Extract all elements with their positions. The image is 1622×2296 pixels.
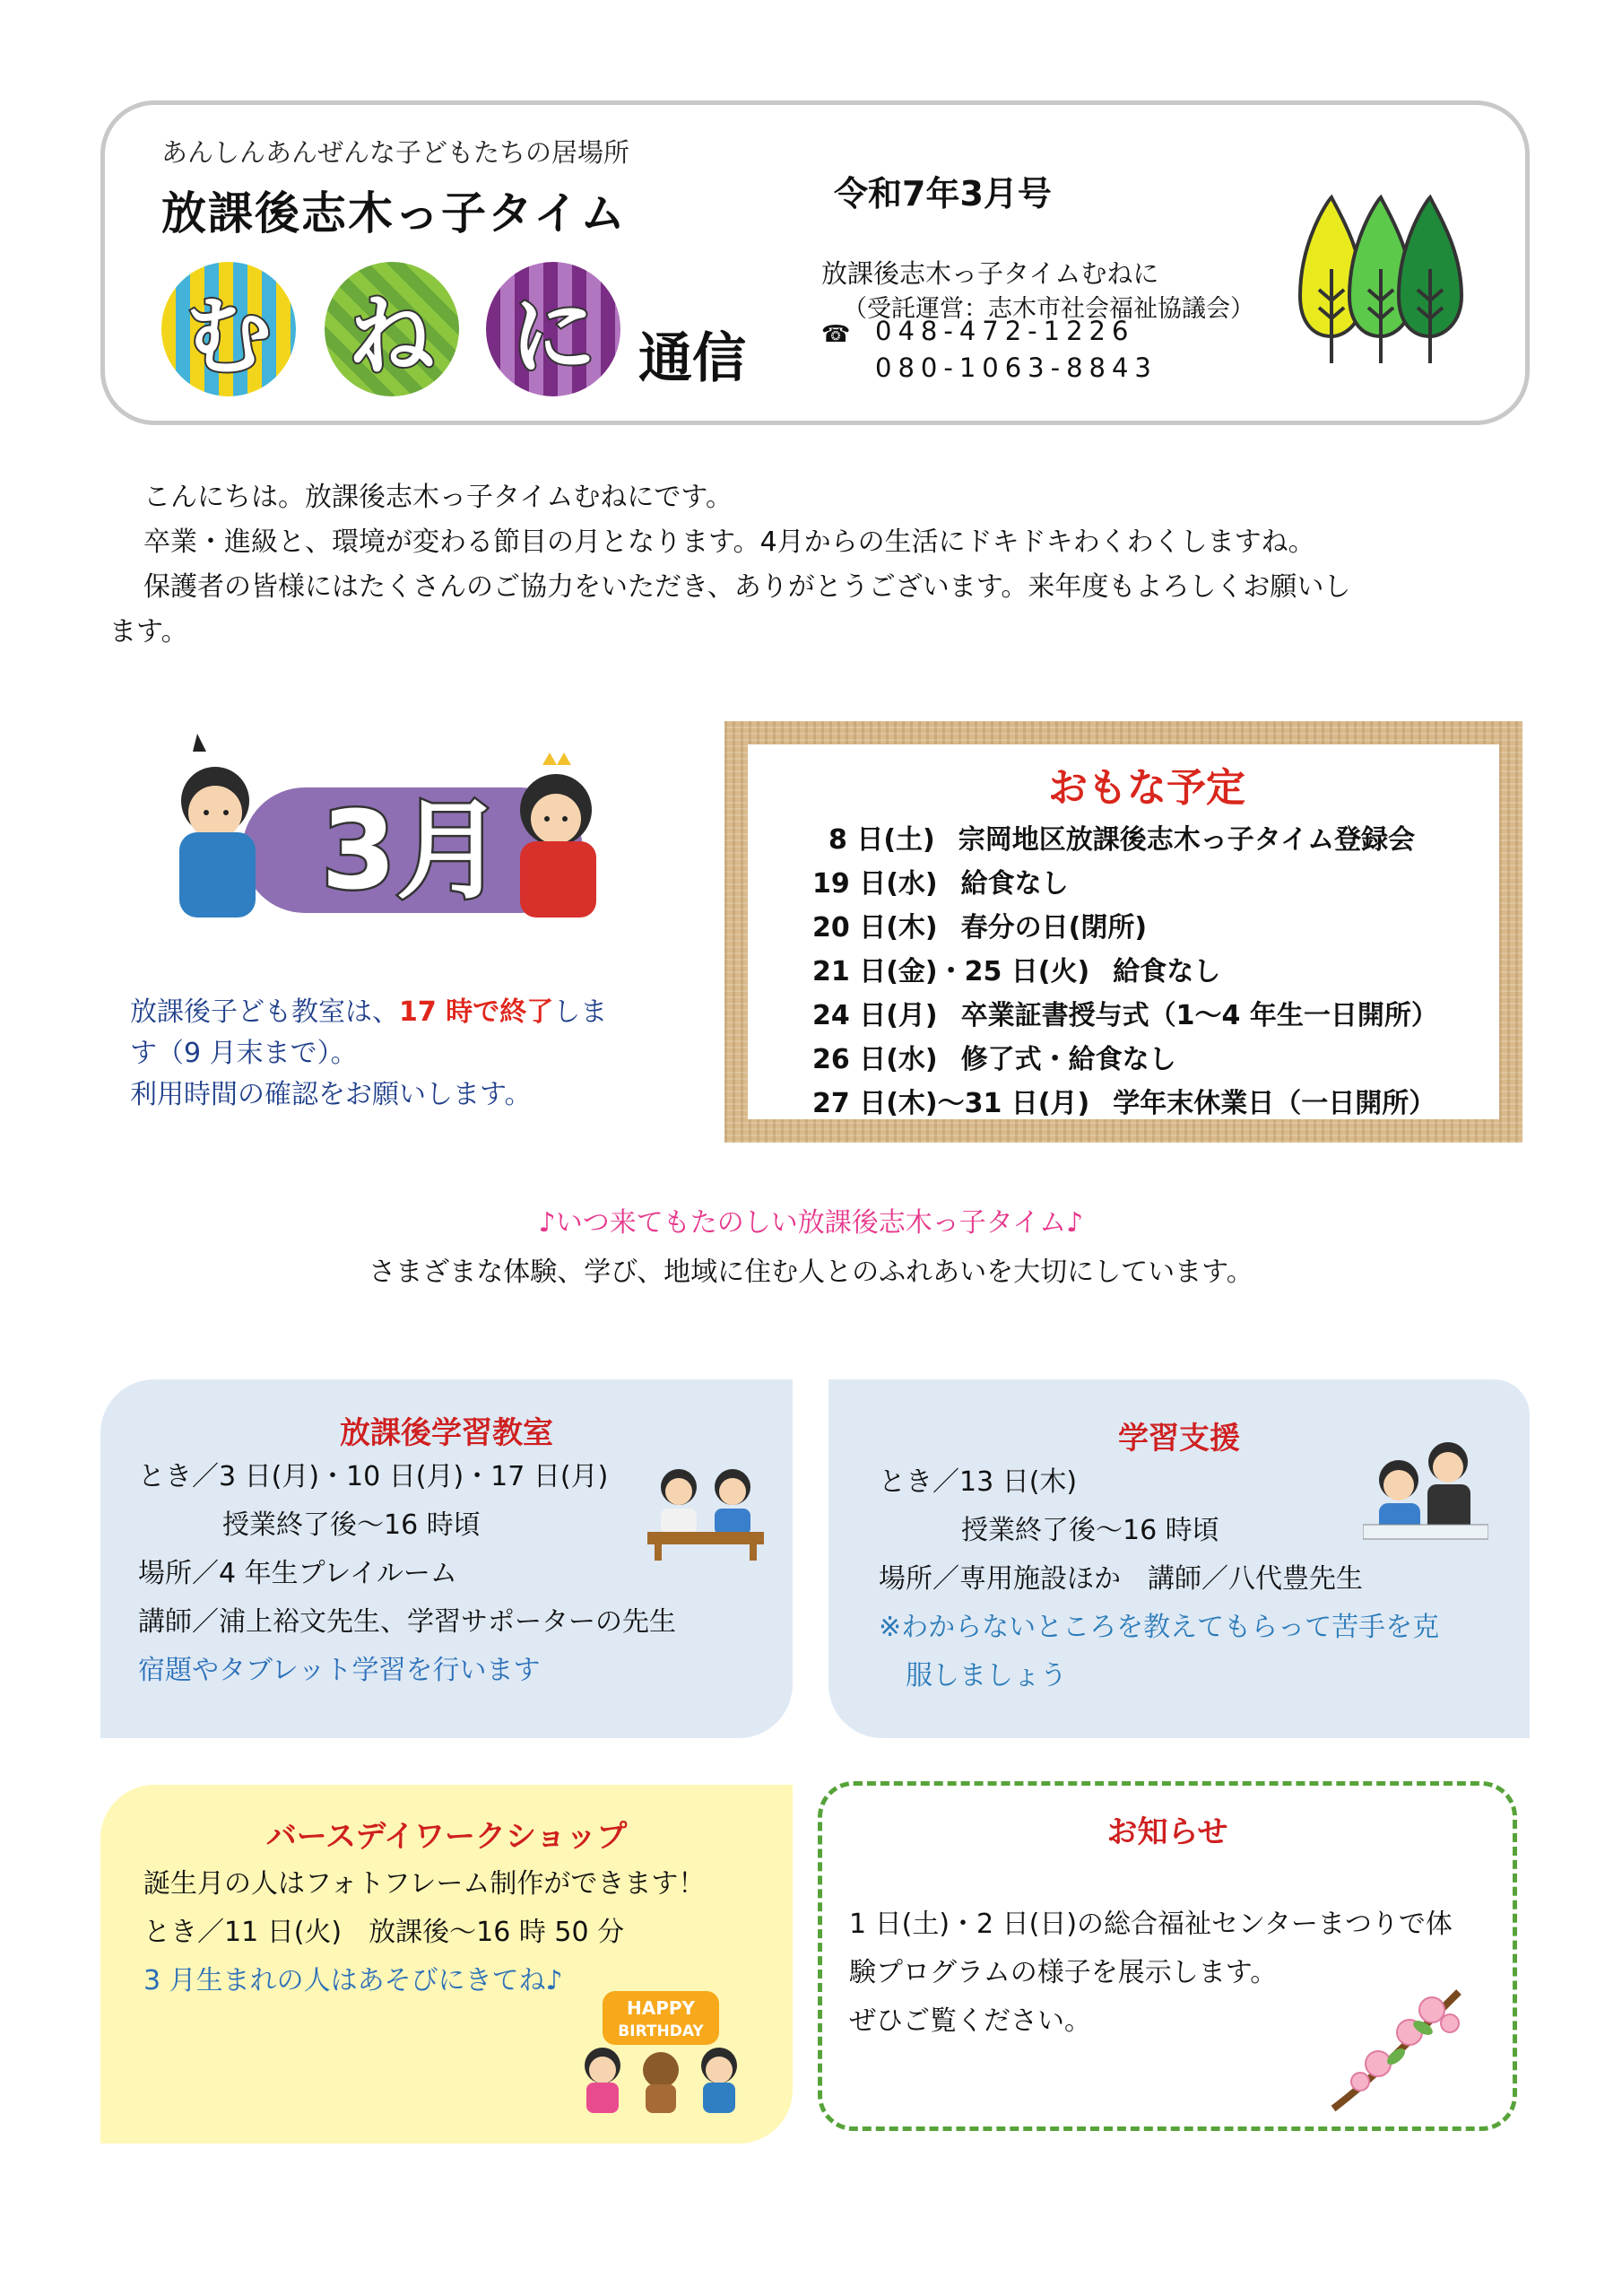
schedule-item: 21 日(金)・25 日(火) 給食なし <box>812 956 1221 987</box>
march-hina-illustration <box>179 734 628 922</box>
class-hours-note: 放課後子ども教室は、17 時で終了しま す（9 月末まで）。 利用時間の確認をお願いします。 <box>130 996 608 1110</box>
happy-birthday-illustration <box>567 1989 755 2115</box>
students-studying-icon <box>647 1462 764 1561</box>
logo-circle-mu: む <box>161 262 296 396</box>
birthday-description: 誕生月の人はフォトフレーム制作ができます！ <box>143 1868 706 1900</box>
march-label: 3月 <box>321 789 504 914</box>
logo-circle-ne: ね <box>325 262 459 396</box>
birthday-note: 3 月生まれの人はあそびにきてね♪ <box>143 1965 563 1996</box>
notice-line-3: ぜひご覧ください。 <box>849 2005 1091 2037</box>
study-support-place-teacher: 場所／専用施設ほか 講師／八代豊先生 <box>879 1563 1363 1595</box>
study-support-title: 学習支援 <box>1118 1421 1240 1457</box>
end-time-highlight: 17 時で終了 <box>399 996 554 1028</box>
teacher-student-icon <box>1363 1435 1488 1543</box>
study-support-time: 授業終了後～16 時頃 <box>961 1515 1219 1546</box>
schedule-board <box>724 721 1522 1143</box>
schedule-item: 27 日(木)～31 日(月) 学年末休業日（一日開所） <box>812 1088 1436 1119</box>
study-class-time: 授業終了後～16 時頃 <box>222 1509 481 1541</box>
intro-text <box>109 475 1508 655</box>
operator-note: （受託運営：志木市社会福祉協議会） <box>843 295 1254 323</box>
study-class-note: 宿題やタブレット学習を行います <box>138 1655 541 1686</box>
birthday-workshop-card <box>100 1785 793 2144</box>
schedule-item: 8 日(土) 宗岡地区放課後志木っ子タイム登録会 <box>828 824 1416 856</box>
logo-circle-ni: に <box>486 262 620 396</box>
notice-title: お知らせ <box>1106 1814 1228 1850</box>
trees-icon <box>1291 188 1479 368</box>
notice-line-1: 1 日(土)・2 日(日)の総合福祉センターまつりで体 <box>849 1909 1453 1940</box>
schedule-title: おもな予定 <box>1048 765 1245 811</box>
schedule-item: 19 日(水) 給食なし <box>812 868 1069 900</box>
birthday-title: バースデイワークショップ <box>265 1819 628 1855</box>
birthday-when: とき／11 日(火) 放課後～16 時 50 分 <box>143 1917 625 1948</box>
schedule-item: 26 日(水) 修了式・給食なし <box>812 1044 1176 1075</box>
intro-line-3: 保護者の皆様にはたくさんのご協力をいただき、ありがとうございます。来年度もよろしくお願いし <box>143 571 1351 603</box>
notice-line-2: 験プログラムの様子を展示します。 <box>849 1957 1278 1988</box>
issue-label: 令和7年3月号 <box>834 174 1052 213</box>
intro-line-4: ます。 <box>109 616 188 648</box>
intro-line-2: 卒業・進級と、環境が変わる節目の月となります。4月からの生活にドキドキわくわくしますね。 <box>143 526 1315 558</box>
study-class-card <box>100 1379 793 1738</box>
motto-text: さまざまな体験、学び、地域に住む人とのふれあいを大切にしています。 <box>369 1257 1253 1288</box>
phone-icon: ☎ <box>821 321 851 348</box>
logo-suffix: 通信 <box>638 327 746 390</box>
phone-number-2: 080-1063-8843 <box>875 352 1158 383</box>
happy-text: HAPPY <box>626 1997 696 2019</box>
study-support-note-2: 服しましょう <box>906 1660 1067 1692</box>
schedule-item: 20 日(木) 春分の日(閉所) <box>812 912 1148 944</box>
notice-card <box>818 1781 1517 2131</box>
peach-blossom-icon <box>1324 1974 1468 2118</box>
study-class-when: とき／3 日(月)・10 日(月)・17 日(月) <box>138 1461 609 1492</box>
intro-line-1: こんにちは。放課後志木っ子タイムむねにです。 <box>143 482 733 513</box>
schedule-item: 24 日(月) 卒業証書授与式（1～4 年生一日開所） <box>812 1000 1438 1031</box>
phone-number-1: 048-472-1226 <box>875 316 1135 346</box>
study-support-when: とき／13 日(木) <box>879 1466 1078 1498</box>
motto-heading: ♪いつ来てもたのしい放課後志木っ子タイム♪ <box>538 1207 1084 1239</box>
study-class-teacher: 講師／浦上裕文先生、学習サポーターの先生 <box>138 1606 676 1638</box>
org-name: 放課後志木っ子タイムむねに <box>821 258 1159 289</box>
study-support-card <box>828 1379 1530 1738</box>
birthday-text: BIRTHDAY <box>618 2022 704 2040</box>
study-class-place: 場所／4 年生プレイルーム <box>138 1558 457 1589</box>
tagline: あんしんあんぜんな子どもたちの居場所 <box>161 137 630 168</box>
newsletter-title: 放課後志木っ子タイム <box>161 187 627 239</box>
study-support-note-1: ※わからないところを教えてもらって苦手を克 <box>879 1612 1440 1643</box>
study-class-title: 放課後学習教室 <box>340 1415 553 1451</box>
